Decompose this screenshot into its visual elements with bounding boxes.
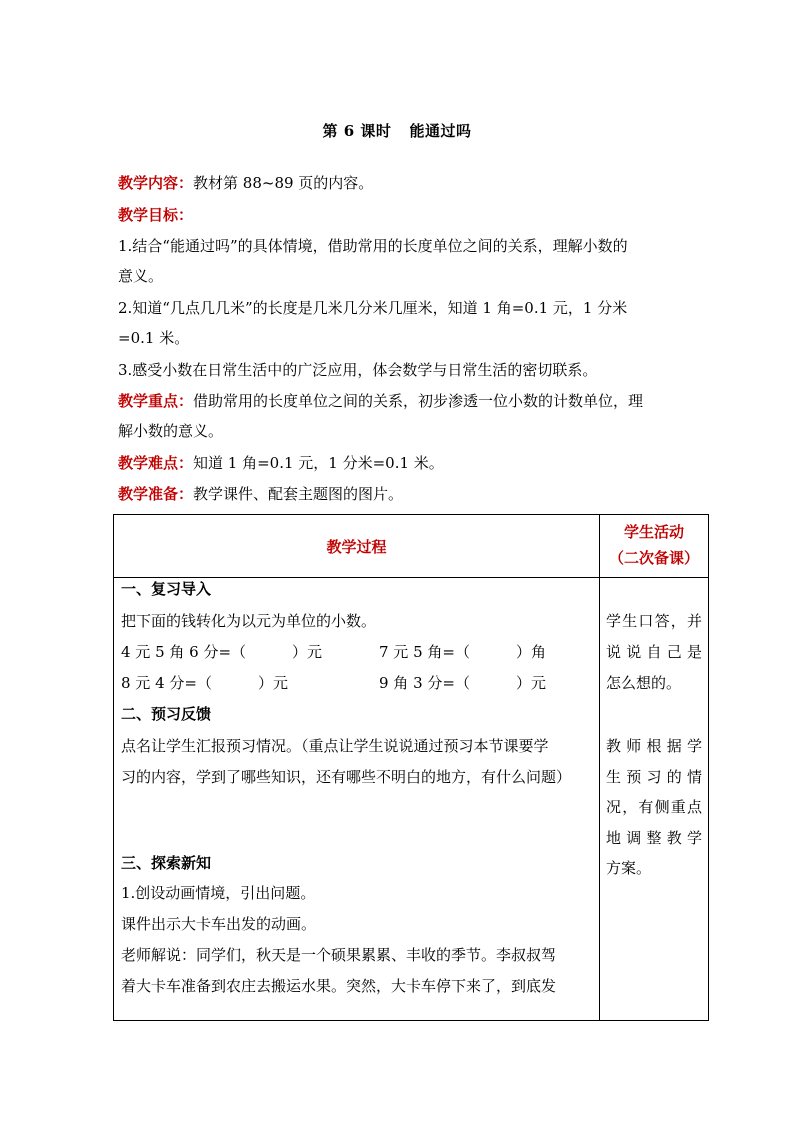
exercise-1b-right: ）角 (515, 643, 546, 661)
exercise-row-1 (121, 642, 596, 662)
exercise-1b-left: 7 元 5 角=（ (379, 643, 470, 661)
teaching-key-text: 借助常用的长度单位之间的关系，初步渗透一位小数的计数单位，理 (193, 392, 644, 410)
teaching-goals-heading (118, 205, 688, 225)
lesson-number: 第 6 课时 (322, 122, 392, 140)
activity-1-line-3: 怎么想的。 (606, 674, 682, 692)
section-2-line-1: 点名让学生汇报预习情况。（重点让学生说说通过预习本节课要学 (121, 737, 549, 755)
goal-1-line-1: 1.结合“能通过吗”的具体情境，借助常用的长度单位之间的关系，理解小数的 (118, 237, 628, 255)
exercise-2b-left: 9 角 3 分=（ (379, 674, 470, 692)
exercise-2b-right: ）元 (515, 674, 546, 692)
activity-2-line-2: 生预习的情 (606, 768, 702, 786)
exercise-2a-right: ）元 (257, 674, 288, 692)
exercise-row-2 (121, 673, 596, 693)
goal-1-line-2: 意义。 (118, 267, 164, 285)
activity-2-line-1: 教师根据学 (606, 737, 702, 755)
exercise-2a-left: 8 元 4 分=（ (121, 674, 212, 692)
teaching-difficulty-text: 知道 1 角=0.1 元，1 分米=0.1 米。 (193, 454, 444, 472)
section-2-title: 二、预习反馈 (121, 705, 212, 723)
table-header-divider (114, 577, 708, 578)
teaching-preparation (118, 484, 688, 504)
section-1-intro: 把下面的钱转化为以元为单位的小数。 (121, 612, 377, 630)
section-3-line-2: 课件出示大卡车出发的动画。 (121, 915, 317, 933)
activity-2-line-3: 况，有侧重点 (606, 798, 702, 816)
activity-2-line-5: 方案。 (606, 859, 652, 877)
activity-2-line-4: 地调整教学 (606, 829, 702, 847)
lesson-process-table (113, 514, 709, 1021)
goal-2-line-2: =0.1 米。 (118, 329, 190, 347)
section-3-line-4: 着大卡车准备到农庄去搬运水果。突然，大卡车停下来了，到底发 (121, 977, 557, 995)
teaching-difficulty-label: 教学难点： (118, 454, 194, 472)
teaching-key-line-2: 解小数的意义。 (118, 422, 224, 440)
teaching-difficulty (118, 453, 688, 473)
activity-1-line-1: 学生口答，并 (606, 612, 702, 630)
header-teaching-process: 教学过程 (326, 537, 387, 556)
exercise-1a-left: 4 元 5 角 6 分=（ (121, 643, 247, 661)
activity-1-line-2: 说说自己是 (606, 643, 702, 661)
header-student-activity (600, 515, 708, 577)
teaching-prep-label: 教学准备： (118, 485, 194, 503)
table-column-divider (599, 515, 600, 1020)
teaching-key-label: 教学重点： (118, 392, 194, 410)
teaching-prep-text: 教学课件、配套主题图的图片。 (193, 485, 404, 503)
exercise-1a-right: ）元 (292, 643, 323, 661)
section-3-line-1: 1.创设动画情境，引出问题。 (121, 884, 316, 902)
section-3-title: 三、探索新知 (121, 854, 212, 872)
teaching-goals-label: 教学目标： (118, 206, 194, 224)
teaching-key-points (118, 391, 688, 411)
teaching-content-text: 教材第 88~89 页的内容。 (193, 174, 374, 192)
lesson-name: 能通过吗 (409, 122, 472, 140)
section-1-title: 一、复习导入 (121, 580, 212, 598)
header-student-activity-line-2: （二次备课） (608, 549, 699, 567)
teaching-content-label: 教学内容： (118, 174, 194, 192)
section-2-line-2: 习的内容，学到了哪些知识，还有哪些不明白的地方，有什么问题） (121, 768, 572, 786)
header-student-activity-line-1: 学生活动 (623, 523, 684, 541)
section-3-line-3: 老师解说：同学们，秋天是一个硕果累累、丰收的季节。李叔叔驾 (121, 946, 557, 964)
page-title (0, 120, 794, 141)
goal-3: 3.感受小数在日常生活中的广泛应用，体会数学与日常生活的密切联系。 (118, 361, 598, 379)
goal-2-line-1: 2.知道“几点几几米”的长度是几米几分米几厘米，知道 1 角=0.1 元，1 分米 (118, 299, 628, 317)
teaching-content (118, 173, 688, 193)
